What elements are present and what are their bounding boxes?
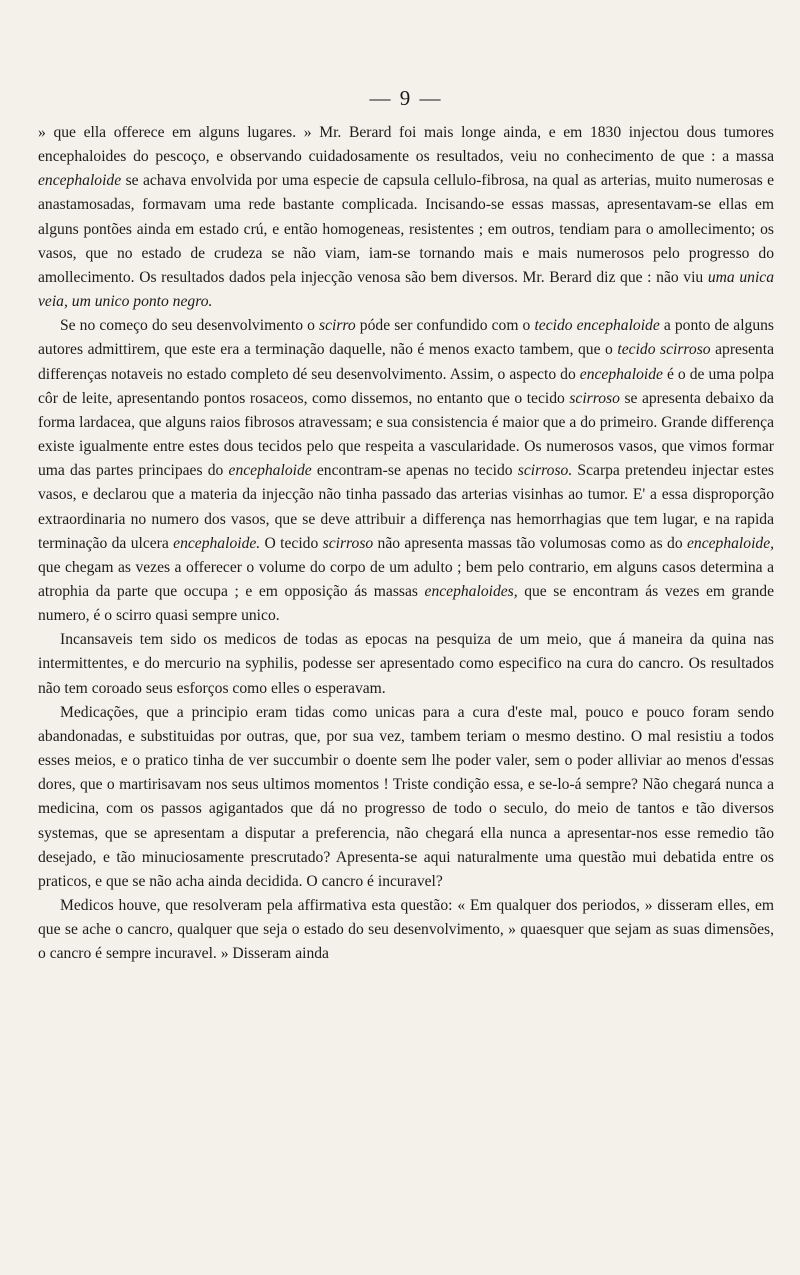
text-run: a ponto de alguns autores admittirem, que este era a terminação daquelle, não é menos exacto tambem, que o <box>38 317 774 359</box>
italic-text: encephaloide, <box>686 534 775 552</box>
text-run: Incansaveis tem sido os medicos de todas as epocas na pesquiza de um meio, que á maneira da quina nas intermittentes, e do mercurio na syphilis, podesse ser apresentado como especifico na cura do cancro. Os resultados não tem coroado seus esforços como elles o esperavam. <box>38 631 774 697</box>
page-number: — 9 — <box>369 86 443 110</box>
italic-text: scirroso. <box>517 462 573 480</box>
text-run: Scarpa pretendeu injectar estes vasos, e declarou que a materia da injecção não tinha passado das arterias visinhas ao tumor. E' a essa disproporção extraordinaria no numero dos vasos, que se deve attribuir a differença nas hemorrhagias que tem lugar, e na rapida terminação da ulcera <box>38 462 774 552</box>
text-run: Se no começo do seu desenvolvimento o <box>60 317 320 335</box>
italic-text: encephaloide <box>38 172 122 190</box>
text-run: Medicações, que a principio eram tidas como unicas para a cura d'este mal, pouco e pouco foram sendo abandonadas, e substituidas por outras, que, por sua vez, tambem teriam o mesmo destino. O mal resistiu a todos esses meios, e o pratico tinha de ver succumbir o doente sem lhe poder valer, sem o poder alliviar ao menos d'essas dores, que o martirisavam nos seus ultimos momentos ! Triste condição essa, e se-lo-á sempre? Não chegará nunca a medicina, com os passos agigantados que dá no progresso de todo o seculo, do meio de tantos e tão diversos systemas, que se apresentam a disputar a preferencia, não chegará ella nunca a apresentar-nos esse remedio tão desejado, e tão minuciosamente prescrutado? Apresenta-se aqui naturalmente uma questão mui debatida entre os praticos, e que se não acha ainda decidida. O cancro é incuravel? <box>38 703 774 890</box>
paragraph <box>38 894 774 966</box>
text-run: póde ser confundido com o <box>355 317 535 335</box>
text-run: se achava envolvida por uma especie de capsula cellulo-fibrosa, na qual as arterias, muito numerosas e anastamosadas, formavam uma rede bastante complicada. Incisando-se essas massas, apresentavam-se ellas em alguns pontões ainda em estado crú, e então homogeneas, resistentes ; em outros, tendiam para o amollecimento; os vasos, que no estado de crudeza se não viam, iam-se tornando mais e mais numerosos pelo progresso do amollecimento. Os resultados dados pela injecção venosa são bem diversos. Mr. Berard diz que : não viu <box>38 172 774 286</box>
text-run: que chegam as vezes a offerecer o volume do corpo de um adulto ; bem pelo contrario, em alguns casos determina a atrophia da parte que occupa ; e em opposição ás massas <box>38 558 774 600</box>
text-run: apresenta differenças notaveis no estado completo dé seu desenvolvimento. Assim, o aspecto do <box>38 341 774 383</box>
body-text <box>38 121 774 966</box>
paragraph <box>38 701 774 894</box>
italic-text: tecido scirroso <box>617 341 711 359</box>
italic-text: tecido encephaloide <box>534 317 660 335</box>
italic-text: scirro <box>319 317 356 335</box>
text-run: Medicos houve, que resolveram pela affirmativa esta questão: « Em qualquer dos periodos, » disseram elles, em que se ache o cancro, qualquer que seja o estado do seu desenvolvimento, » quaesquer que sejam as suas dimensões, o cancro é sempre incuravel. » Disseram ainda <box>38 897 774 963</box>
italic-text: scirroso <box>322 534 374 552</box>
italic-text: uma unica veia, um unico ponto negro. <box>38 268 774 311</box>
text-run: que se encontram ás vezes em grande numero, é o scirro quasi sempre unico. <box>38 582 774 625</box>
text-run: é o de uma polpa côr de leite, apresentando pontos rosaceos, como dissemos, no entanto que o tecido <box>38 365 775 407</box>
paragraph <box>38 121 774 314</box>
paragraph <box>38 628 774 700</box>
text-run: não apresenta massas tão volumosas como as do <box>373 534 687 552</box>
italic-text: encephaloide <box>228 462 312 480</box>
italic-text: encephaloides, <box>424 582 518 600</box>
paragraph <box>38 314 774 628</box>
text-run: O tecido <box>260 534 323 552</box>
italic-text: encephaloide <box>579 365 663 383</box>
text-run: » que ella offerece em alguns lugares. » Mr. Berard foi mais longe ainda, e em 1830 injectou dous tumores encephaloides do pescoço, e observando cuidadosamente os resultados, veiu no conhecimento de que : a massa <box>38 124 774 166</box>
text-run: encontram-se apenas no tecido <box>311 462 518 480</box>
italic-text: scirroso <box>569 389 620 407</box>
text-run: se apresenta debaixo da forma lardacea, que alguns raios fibrosos atravessam; e sua consistencia é maior que a do primeiro. Grande differença existe igualmente entre estes dous tecidos pelo que respeita a vascularidade. Os numerosos vasos, que vimos formar uma das partes principaes do <box>38 389 774 480</box>
italic-text: encephaloide. <box>173 534 261 552</box>
